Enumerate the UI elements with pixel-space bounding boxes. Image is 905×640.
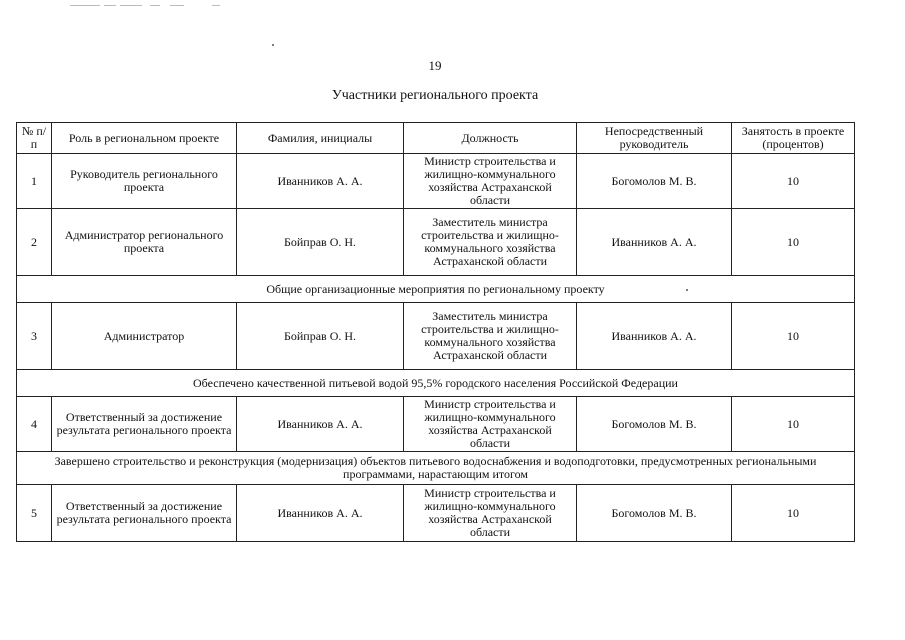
- header-role: Роль в региональном проекте: [52, 123, 237, 154]
- cell-name: Иванников А. А.: [237, 485, 404, 542]
- section-row: [17, 370, 855, 397]
- cell-supervisor: Иванников А. А.: [577, 209, 732, 276]
- table-row: [17, 485, 855, 542]
- cell-num: 3: [17, 303, 52, 370]
- scan-artifact: [104, 5, 116, 6]
- scan-artifact: [70, 5, 100, 6]
- scan-artifact: [212, 5, 220, 6]
- cell-num: 1: [17, 154, 52, 209]
- section-title: Обеспечено качественной питьевой водой 95,5% городского населения Российской Федерации: [17, 370, 855, 397]
- header-supervisor: Непосредственный руководитель: [577, 123, 732, 154]
- cell-supervisor: Богомолов М. В.: [577, 485, 732, 542]
- cell-num: 2: [17, 209, 52, 276]
- cell-name: Бойправ О. Н.: [237, 303, 404, 370]
- cell-name: Иванников А. А.: [237, 397, 404, 452]
- scan-artifact: [170, 5, 184, 6]
- scan-speck: [272, 44, 274, 46]
- section-title: Завершено строительство и реконструкция (модернизация) объектов питьевого водоснабжения и водоподготовки, предусмотренных региональными программами, нарастающим итогом: [17, 452, 855, 485]
- cell-num: 5: [17, 485, 52, 542]
- cell-role: Ответственный за достижение результата регионального проекта: [52, 485, 237, 542]
- cell-workload: 10: [732, 485, 855, 542]
- scan-artifact: [120, 5, 142, 6]
- cell-position: Министр строительства и жилищно-коммунального хозяйства Астраханской области: [404, 397, 577, 452]
- header-num: № п/п: [17, 123, 52, 154]
- section-title: Общие организационные мероприятия по региональному проекту: [17, 276, 855, 303]
- cell-name: Иванников А. А.: [237, 154, 404, 209]
- cell-position: Заместитель министра строительства и жилищно-коммунального хозяйства Астраханской области: [404, 303, 577, 370]
- cell-position: Заместитель министра строительства и жилищно-коммунального хозяйства Астраханской области: [404, 209, 577, 276]
- table-row: [17, 209, 855, 276]
- cell-workload: 10: [732, 209, 855, 276]
- cell-role: Руководитель регионального проекта: [52, 154, 237, 209]
- section-row: [17, 452, 855, 485]
- cell-position: Министр строительства и жилищно-коммунального хозяйства Астраханской области: [404, 154, 577, 209]
- section-row: [17, 276, 855, 303]
- scan-artifact: [150, 5, 160, 6]
- table-header-row: [17, 123, 855, 154]
- table-row: [17, 303, 855, 370]
- cell-supervisor: Богомолов М. В.: [577, 154, 732, 209]
- participants-table: [16, 122, 855, 542]
- page-number: 19: [428, 58, 442, 73]
- cell-name: Бойправ О. Н.: [237, 209, 404, 276]
- cell-role: Администратор регионального проекта: [52, 209, 237, 276]
- header-workload: Занятость в проекте (процентов): [732, 123, 855, 154]
- cell-supervisor: Богомолов М. В.: [577, 397, 732, 452]
- table-row: [17, 154, 855, 209]
- cell-workload: 10: [732, 154, 855, 209]
- cell-role: Администратор: [52, 303, 237, 370]
- cell-num: 4: [17, 397, 52, 452]
- cell-supervisor: Иванников А. А.: [577, 303, 732, 370]
- cell-workload: 10: [732, 397, 855, 452]
- header-name: Фамилия, инициалы: [237, 123, 404, 154]
- cell-workload: 10: [732, 303, 855, 370]
- table-row: [17, 397, 855, 452]
- cell-position: Министр строительства и жилищно-коммунального хозяйства Астраханской области: [404, 485, 577, 542]
- header-position: Должность: [404, 123, 577, 154]
- page-title: Участники регионального проекта: [331, 88, 539, 103]
- cell-role: Ответственный за достижение результата регионального проекта: [52, 397, 237, 452]
